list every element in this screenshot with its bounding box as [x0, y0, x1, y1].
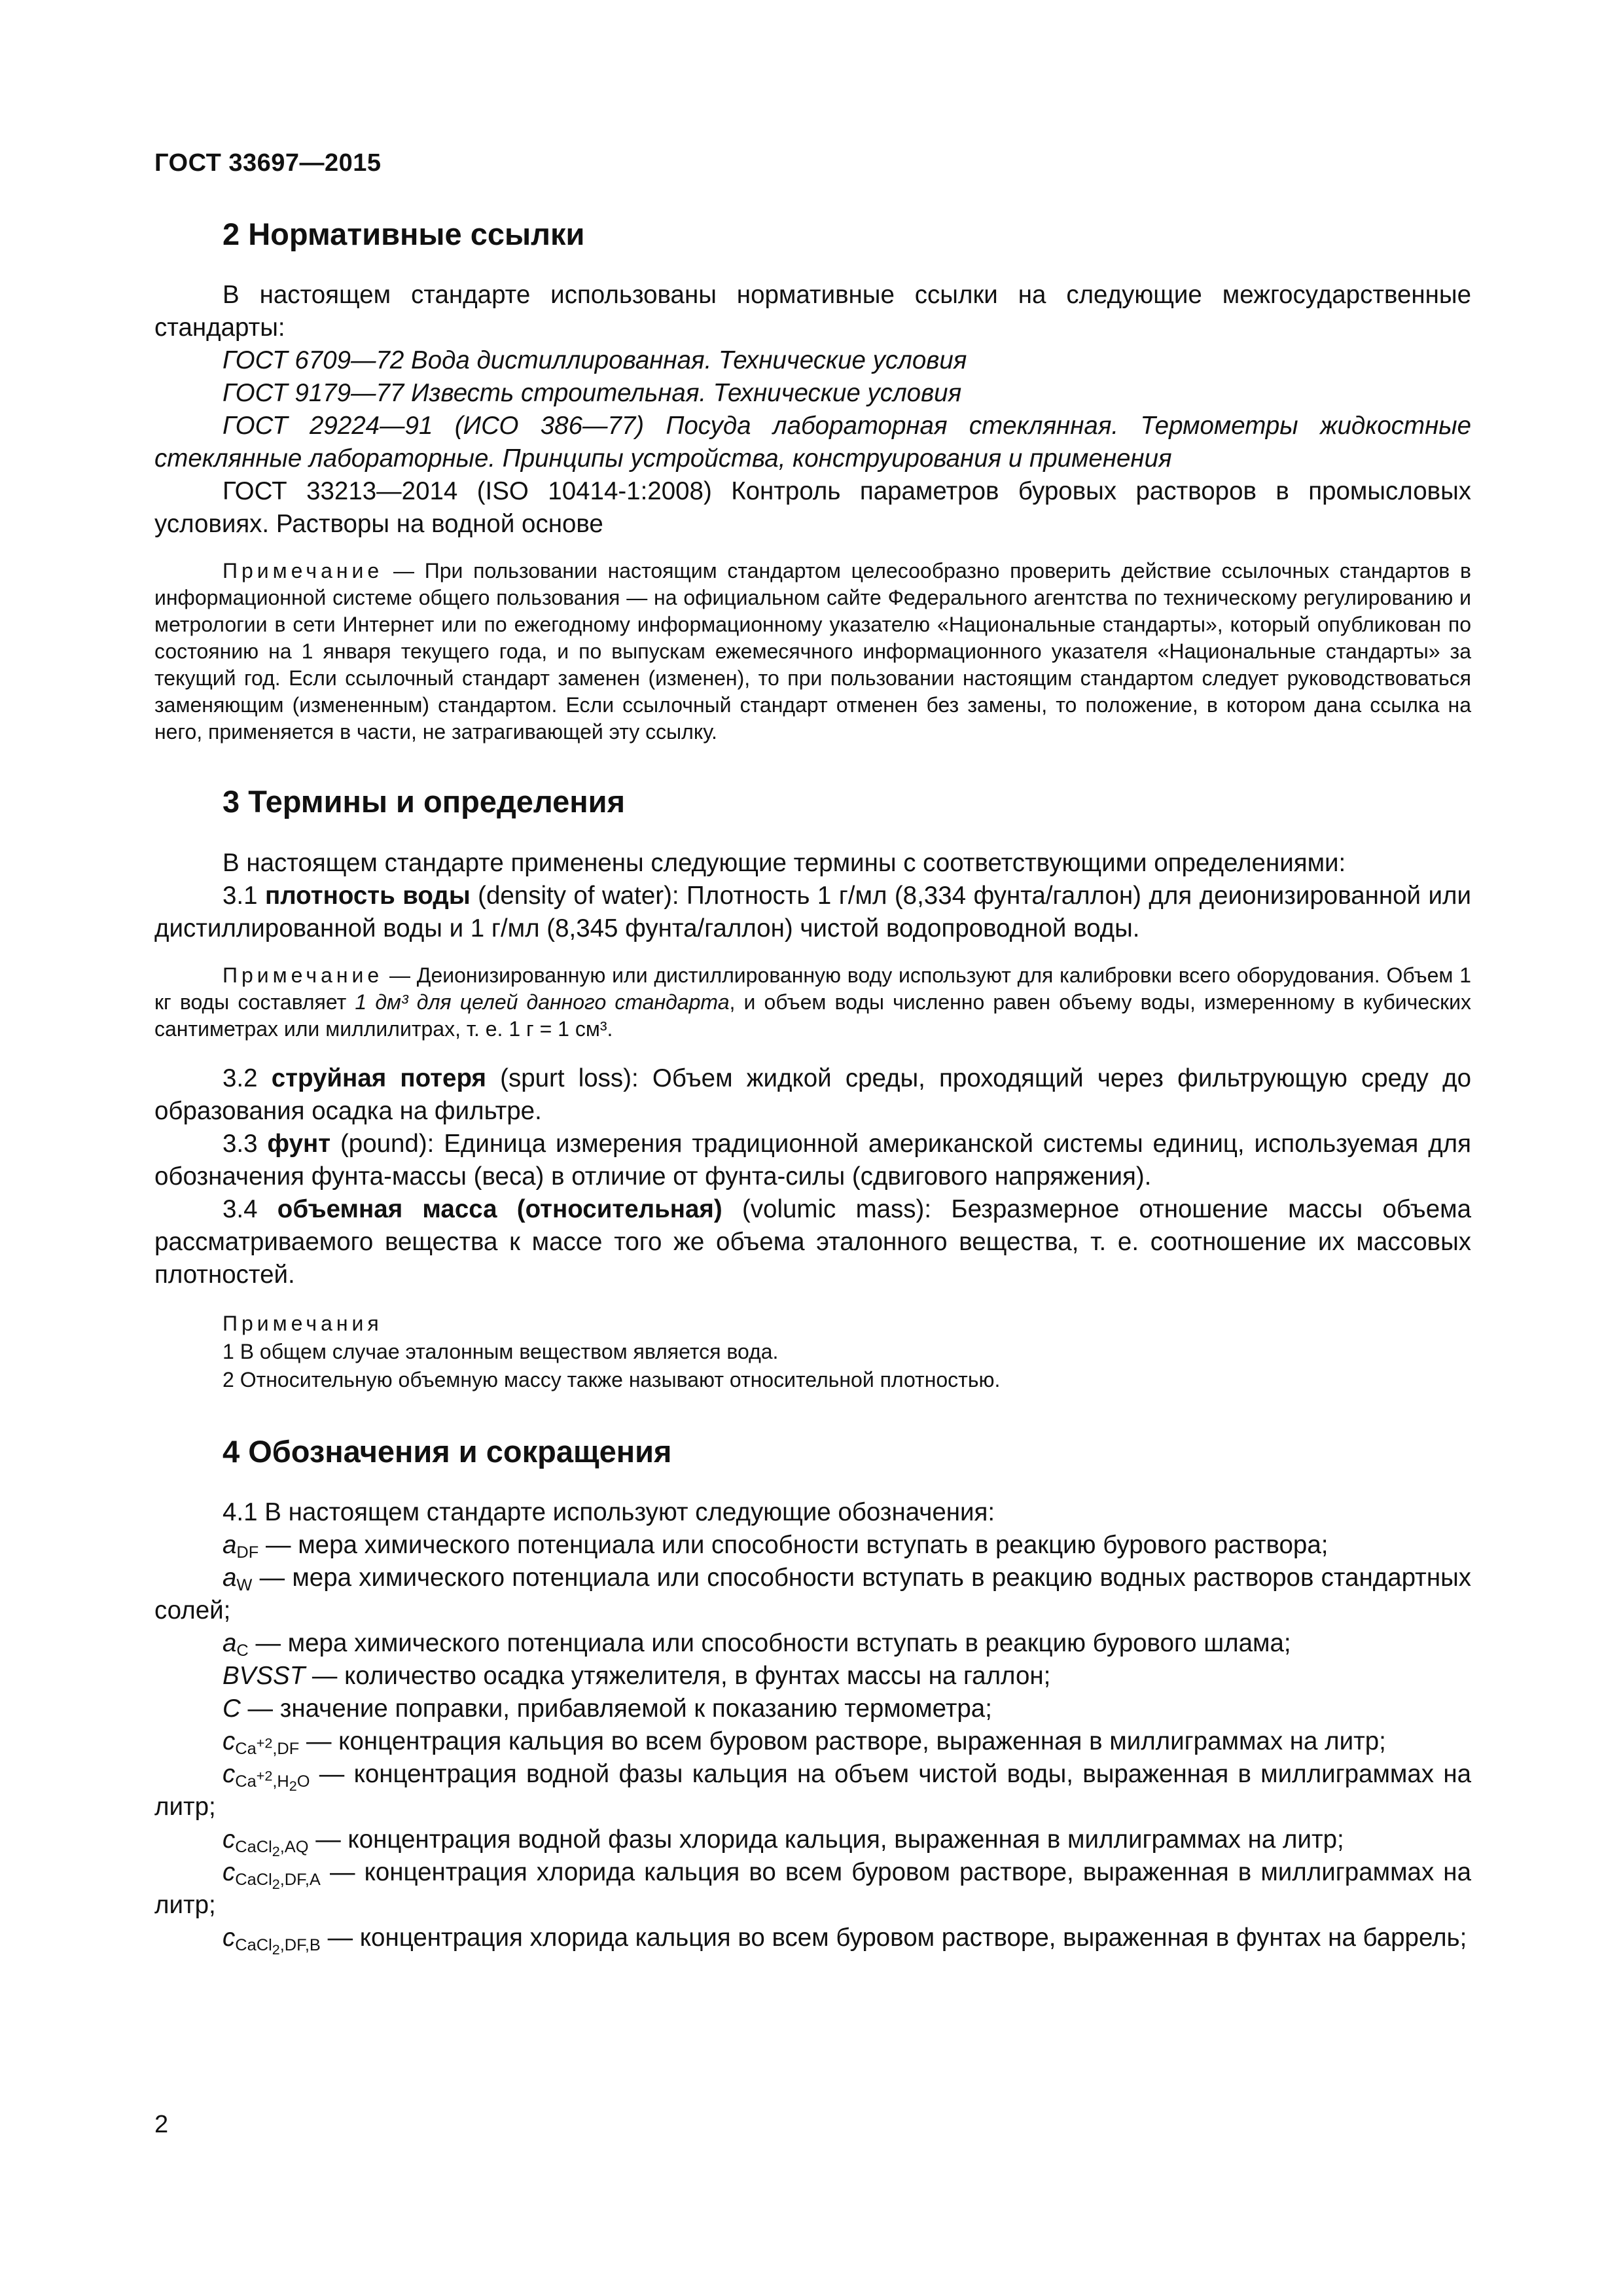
note-label: Примечание: [223, 963, 383, 987]
paragraph: В настоящем стандарте применены следующие термины с соответствующими определениями:: [223, 848, 1346, 877]
page-number: 2: [154, 2111, 169, 2138]
note-text: , и объем воды численно равен объему воды, измеренному в кубических сантиметрах или миллилитрах, т. е. 1 г = 1 см³.: [154, 990, 1471, 1041]
symbol-definition: [154, 1660, 1471, 1693]
term-definition: [154, 880, 1471, 945]
term-definition: [154, 1062, 1471, 1128]
note-item: 1 В общем случае эталонным веществом является вода.: [223, 1339, 779, 1363]
symbol-definition: [154, 1693, 1471, 1725]
symbol-subscript: CaCl2,DF,B: [235, 1936, 321, 1958]
section-title: 3 Термины и определения: [223, 784, 625, 819]
symbol-subscript: CaCl2,AQ: [235, 1838, 309, 1860]
symbol-text: — мера химического потенциала или способности вступать в реакцию водных растворов стандартных солей;: [154, 1564, 1471, 1625]
term-number: 3.3: [223, 1129, 268, 1158]
symbol: BVSST: [223, 1662, 306, 1691]
symbol-text: — концентрация кальция во всем буровом растворе, выраженная в миллиграммах на литр;: [299, 1727, 1386, 1756]
symbol: c: [223, 1760, 236, 1789]
symbol-definition: [154, 1725, 1471, 1758]
symbol-text: — количество осадка утяжелителя, в фунтах массы на галлон;: [305, 1662, 1051, 1691]
symbol-text: — концентрация водной фазы хлорида кальция, выраженная в миллиграммах на литр;: [308, 1825, 1344, 1854]
symbol-subscript: DF: [236, 1543, 259, 1562]
term-text: (density of water): Плотность 1 г/мл (8,334 фунта/галлон) для деионизированной или дистиллированной воды и 1 г/мл (8,345 фунта/галлон) чистой водопроводной воды.: [154, 881, 1471, 942]
paragraph: 4.1 В настоящем стандарте используют следующие обозначения:: [223, 1498, 995, 1527]
symbol: c: [223, 1825, 236, 1854]
symbol: c: [223, 1858, 236, 1887]
section-title: 4 Обозначения и сокращения: [223, 1433, 672, 1469]
symbol-subscript: CaCl2,DF,A: [235, 1871, 321, 1893]
note-text: — При пользовании настоящим стандартом целесообразно проверить действие ссылочных стандартов в информационной системе общего пользования — на официальном сайте Федерального агентства по техническому регулированию и метрологии в сети Интернет или по ежегодному информационному указателю «Национальные стандарты», который опубликован по состоянию на 1 января текущего года, и по выпускам ежемесячного информационного указателя «Национальные стандарты» за текущий год. Если ссылочный стандарт заменен (изменен), то при пользовании настоящим стандартом следует руководствоваться заменяющим (измененным) стандартом. Если ссылочный стандарт отменен без замены, то положение, в котором дана ссылка на него, применяется в части, не затрагивающей эту ссылку.: [154, 559, 1472, 744]
reference-item: ГОСТ 33213—2014 (ISO 10414-1:2008) Контроль параметров буровых растворов в промысловых условиях. Растворы на водной основе: [154, 477, 1471, 539]
term-definition: [154, 1193, 1471, 1291]
term-text: (pound): Единица измерения традиционной американской системы единиц, используемая для обозначения фунта-массы (веса) в отличие от фунта-силы (сдвигового напряжения).: [154, 1129, 1471, 1191]
symbol: a: [223, 1564, 237, 1592]
section-normative-references: [154, 216, 1471, 745]
symbol-subscript: Ca+2,H2O: [235, 1767, 310, 1795]
note-text: — Деионизированную или дистиллированную воду используют для калибровки всего оборудования. Объем 1 кг воды составляет: [154, 963, 1471, 1014]
section-symbols: [154, 1433, 1471, 1958]
term-number: 3.1: [223, 881, 265, 910]
term-definition: [154, 1128, 1471, 1193]
notes-label: Примечания: [223, 1311, 383, 1335]
term-number: 3.2: [223, 1064, 272, 1092]
symbol: c: [223, 1727, 236, 1756]
running-header: ГОСТ 33697—2015: [154, 149, 382, 177]
symbol-text: — концентрация водной фазы кальция на объем чистой воды, выраженная в миллиграммах на литр;: [154, 1760, 1471, 1821]
symbol: a: [223, 1531, 237, 1560]
term: фунт: [267, 1129, 331, 1158]
symbol-text: — значение поправки, прибавляемой к показанию термометра;: [240, 1695, 992, 1723]
symbol-definition: [154, 1922, 1471, 1958]
term-text: (spurt loss): Объем жидкой среды, проходящий через фильтрующую среду до образования осадка на фильтре.: [154, 1064, 1471, 1125]
reference-item: ГОСТ 9179—77 Известь строительная. Технические условия: [223, 379, 962, 408]
term-text: (volumic mass): Безразмерное отношение массы объема рассматриваемого вещества к массе того же объема эталонного вещества, т. е. соотношение их массовых плотностей.: [154, 1194, 1471, 1289]
symbol-text: — мера химического потенциала или способности вступать в реакцию бурового раствора;: [259, 1531, 1329, 1560]
symbol-definition: [154, 1627, 1471, 1660]
notes-block: [154, 1310, 1471, 1394]
term: струйная потеря: [271, 1064, 486, 1092]
term: плотность воды: [264, 881, 471, 910]
note-text-italic: 1 дм³ для целей данного стандарта: [355, 990, 730, 1014]
symbol-subscript: W: [236, 1576, 253, 1595]
paragraph: В настоящем стандарте использованы нормативные ссылки на следующие межгосударственные стандарты:: [154, 281, 1471, 342]
symbol-text: — мера химического потенциала или способности вступать в реакцию бурового шлама;: [248, 1629, 1291, 1658]
symbol-definition: [154, 1856, 1471, 1922]
symbol-definition: [154, 1758, 1471, 1823]
term-number: 3.4: [223, 1194, 277, 1223]
note-label: Примечание: [223, 559, 383, 583]
symbol-definition: [154, 1562, 1471, 1627]
page-content: [154, 216, 1472, 1958]
note-item: 2 Относительную объемную массу также называют относительной плотностью.: [223, 1367, 1001, 1391]
symbol-text: — концентрация хлорида кальция во всем буровом растворе, выраженная в фунтах на баррель;: [320, 1924, 1467, 1952]
symbol-text: — концентрация хлорида кальция во всем буровом растворе, выраженная в миллиграммах на литр;: [154, 1858, 1471, 1920]
symbol: a: [223, 1629, 237, 1658]
symbol-subscript: Ca+2,DF: [235, 1734, 300, 1759]
section-terms: [154, 783, 1471, 1393]
section-title: 2 Нормативные ссылки: [223, 217, 585, 251]
reference-item: ГОСТ 29224—91 (ИСО 386—77) Посуда лабораторная стеклянная. Термометры жидкостные стеклянные лабораторные. Принципы устройства, конструирования и применения: [154, 412, 1471, 473]
reference-item: ГОСТ 6709—72 Вода дистиллированная. Технические условия: [223, 346, 967, 375]
symbol: C: [223, 1695, 241, 1723]
term: объемная масса (относительная): [277, 1194, 722, 1223]
symbol-definition: [154, 1823, 1471, 1860]
symbol-definition: [154, 1529, 1471, 1562]
note: [154, 558, 1471, 745]
note: [154, 962, 1471, 1043]
symbol: c: [223, 1924, 236, 1952]
symbol-subscript: C: [236, 1641, 249, 1660]
